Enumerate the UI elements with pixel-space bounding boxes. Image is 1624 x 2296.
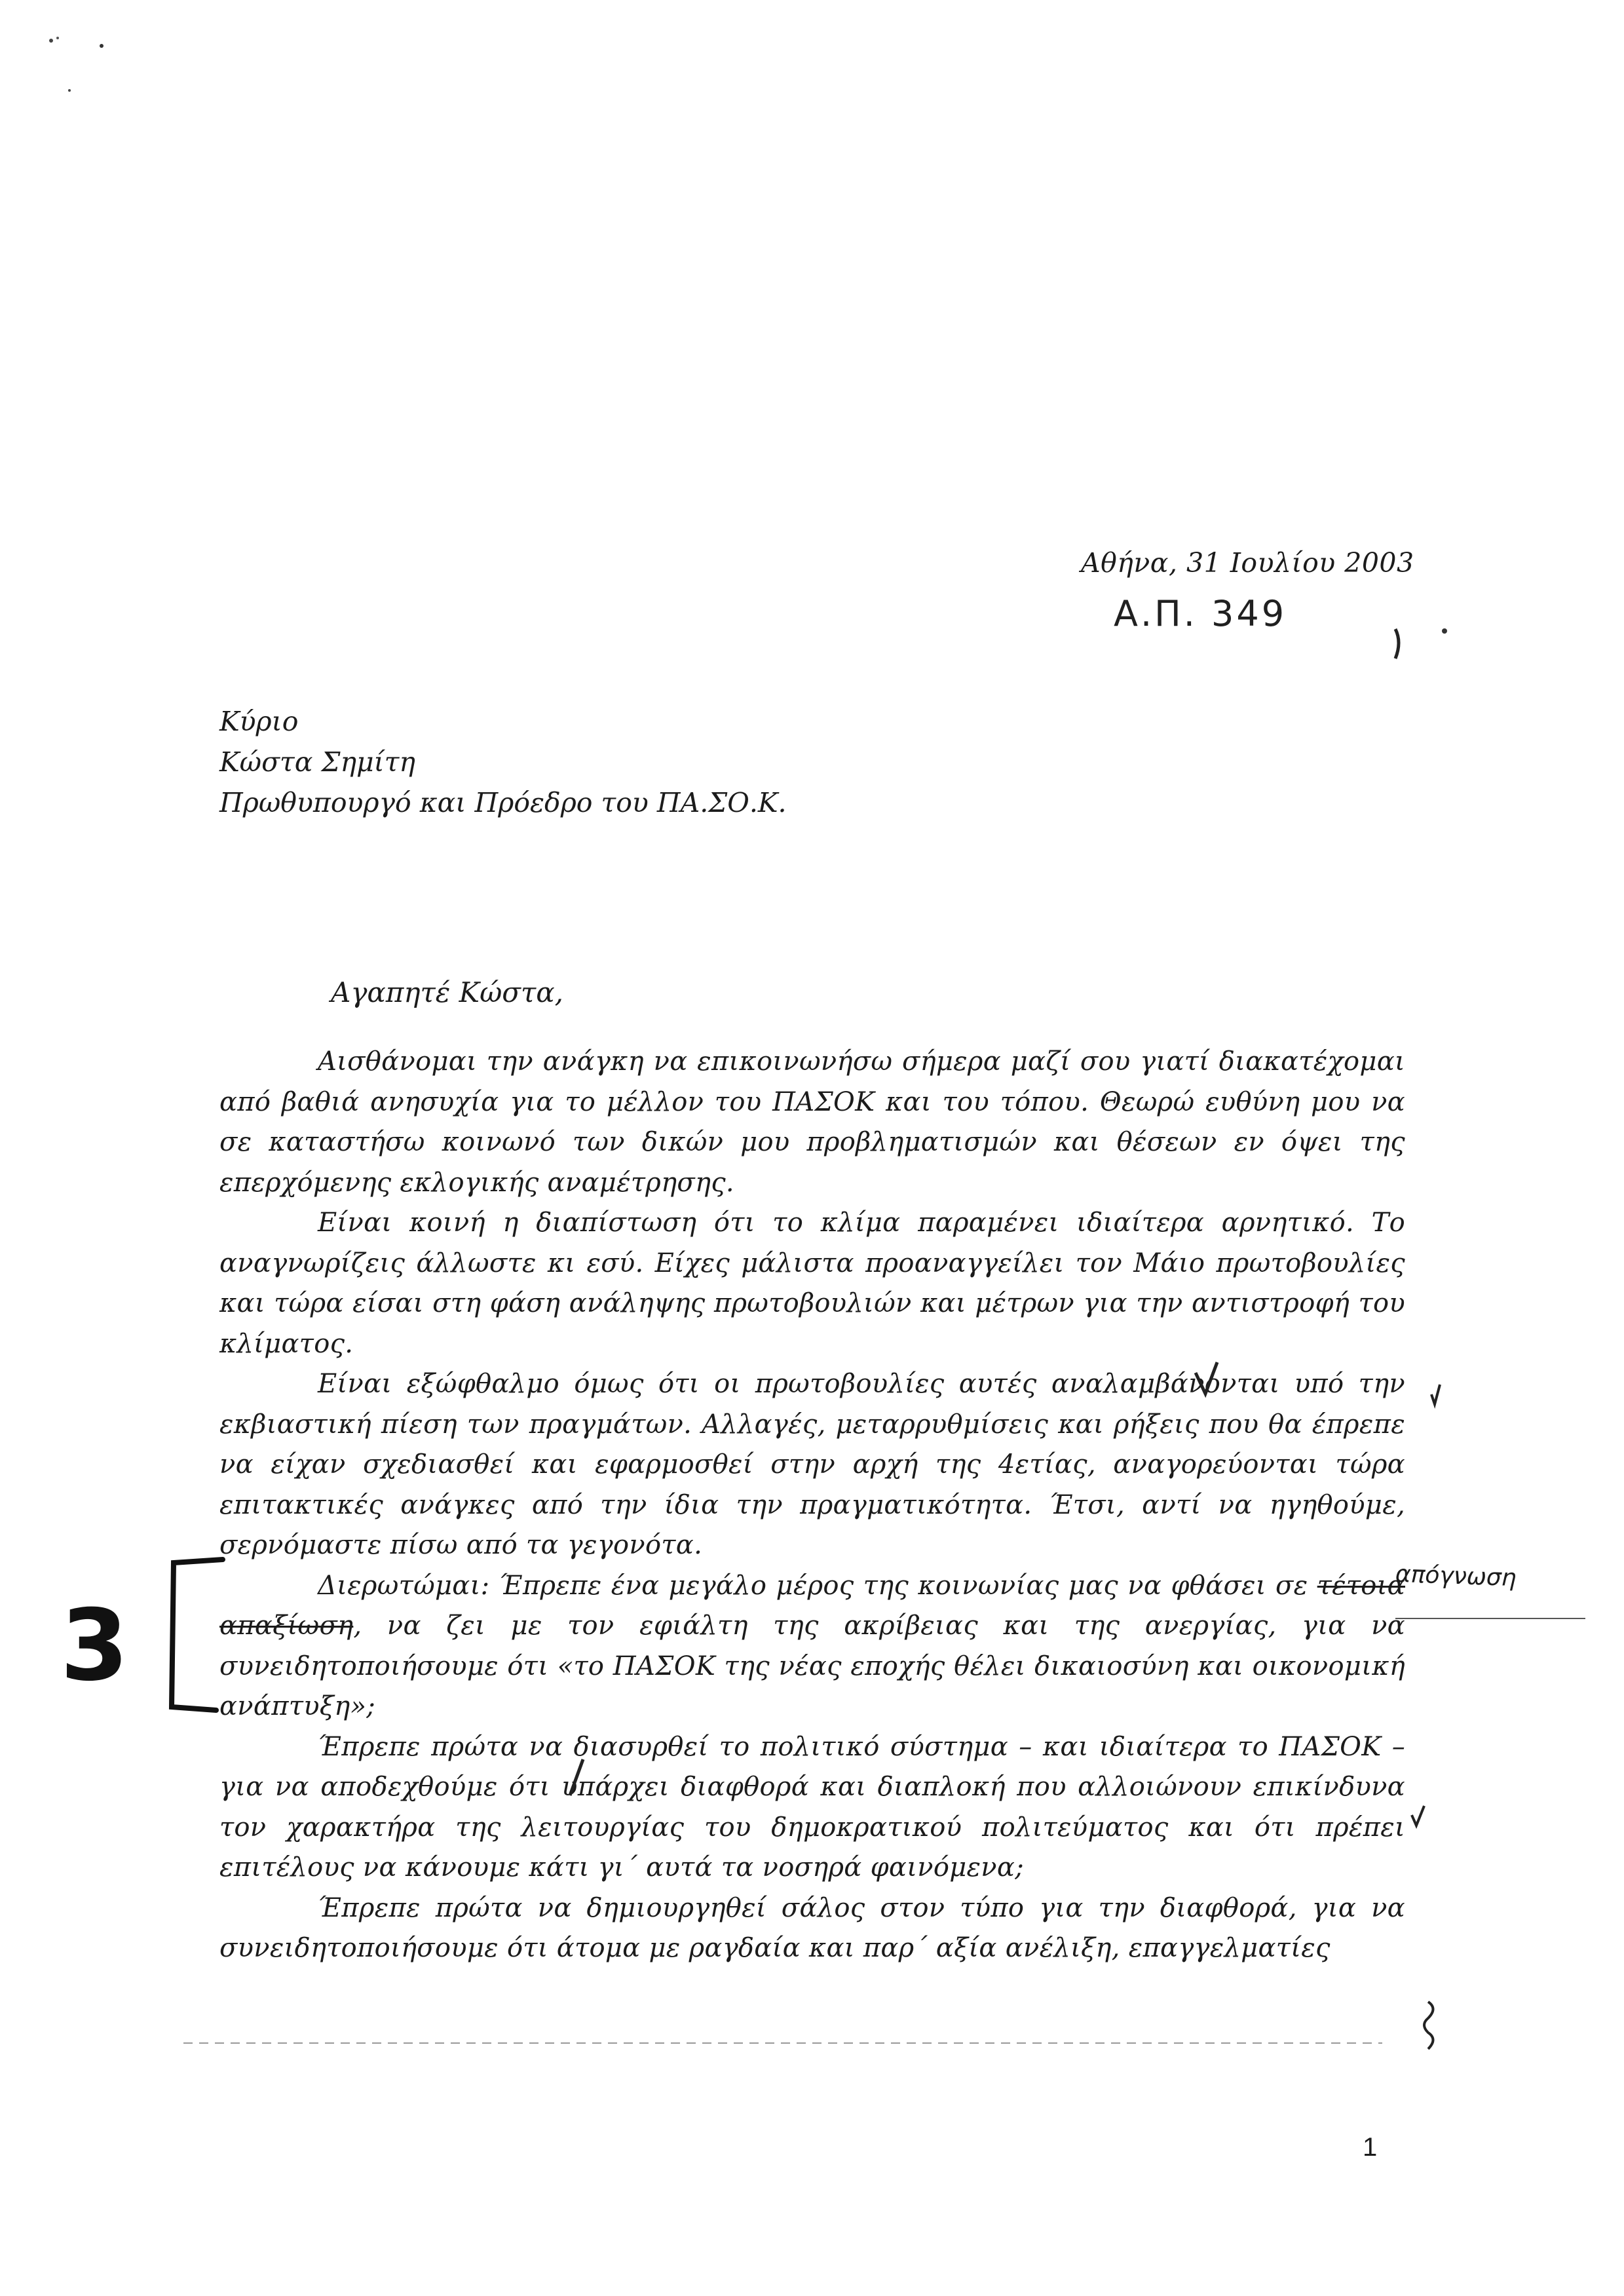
check-mark-2 [1412,1806,1424,1826]
paragraph-3: Είναι εξώφθαλμο όμως ότι οι πρωτοβουλίες αυτές αναλαμβάνονται υπό την εκβιαστική πίεση των πραγμάτων. Αλλαγές, μεταρρυθμίσεις και ρήξεις που θα έπρεπε να είχαν σχεδιασθεί και εφαρμοσθεί στην αρχή της 4ετίας, αναγορεύονται τώρα επιτακτικές ανάγκες από την ίδια την πραγματικότητα. Έτσι, αντί να ηγηθούμε, σερνόμαστε πίσω από τα γεγονότα. [219,1369,1405,1560]
handwritten-insertion: απόγνωση [1395,1560,1517,1592]
edit-mark-1 [1196,1362,1217,1394]
margin-number-3: 3 [60,1589,129,1703]
paragraph-6: Έπρεπε πρώτα να δημιουργηθεί σάλος στον τύπο για την διαφθορά, για να συνειδητοποιήσουμε ότι άτομα με ραγδαία και παρ΄ αξία ανέλιξη, επαγγελματίες [219,1892,1405,1963]
right-brace [1424,2002,1433,2049]
paragraph-4-start: Διερωτώμαι: Έπρεπε ένα μεγάλο μέρος της κοινωνίας μας να φθάσει σε [318,1570,1317,1601]
paragraph-5: Έπρεπε πρώτα να διασυρθεί το πολιτικό σύστημα – και ιδιαίτερα το ΠΑΣΟΚ – για να αποδεχθούμε ότι υπάρχει διαφθορά και διαπλοκή που αλλοιώνουν επικίνδυνα τον χαρακτήρα της λειτουργίας του δημοκρατικού πολιτεύματος και ότι πρέπει επιτέλους να κάνουμε κάτι γι΄ αυτά τα νοσηρά φαινόμενα; [219,1731,1405,1883]
protocol-number: Α.Π. 349 [1114,593,1287,634]
addressee-title: Κύριο [219,706,299,737]
margin-bracket [172,1559,223,1710]
protocol-dot [1442,628,1447,634]
date-line: Αθήνα, 31 Ιουλίου 2003 [1081,547,1414,579]
protocol-scribble [1395,629,1399,659]
addressee-position: Πρωθυπουργό και Πρόεδρο του ΠΑ.ΣΟ.Κ. [219,787,787,818]
paragraph-2: Είναι κοινή η διαπίστωση ότι το κλίμα παραμένει ιδιαίτερα αρνητικό. Το αναγνωρίζεις άλλωστε κι εσύ. Είχες μάλιστα προαναγγείλει τον Μάιο πρωτοβουλίες και τώρα είσαι στη φάση ανάληψης πρωτοβουλιών και μέτρων για την αντιστροφή του κλίματος. [219,1208,1405,1359]
edit-mark-2 [570,1759,583,1795]
addressee-name: Κώστα Σημίτη [219,746,415,778]
greeting: Αγαπητέ Κώστα, [331,976,563,1008]
paragraph-1: Αισθάνομαι την ανάγκη να επικοινωνήσω σήμερα μαζί σου γιατί διακατέχομαι από βαθιά ανησυχία για το μέλλον του ΠΑΣΟΚ και του τόπου. Θεωρώ ευθύνη μου να σε καταστήσω κοινωνό των δικών μου προβληματισμών και θέσεων εν όψει της επερχόμενης εκλογικής αναμέτρησης. [219,1046,1405,1198]
check-mark-1 [1431,1385,1440,1404]
page-number: 1 [1363,2133,1378,2162]
paragraph-4-end: , να ζει με τον εφιάλτη της ακρίβειας και της ανεργίας, για να συνειδητοποιήσουμε ότι «το ΠΑΣΟΚ της νέας εποχής θέλει δικαιοσύνη και οικονομική ανάπτυξη»; [219,1611,1405,1721]
struck-phrase: τέτοια απαξίωση [219,1570,1405,1641]
